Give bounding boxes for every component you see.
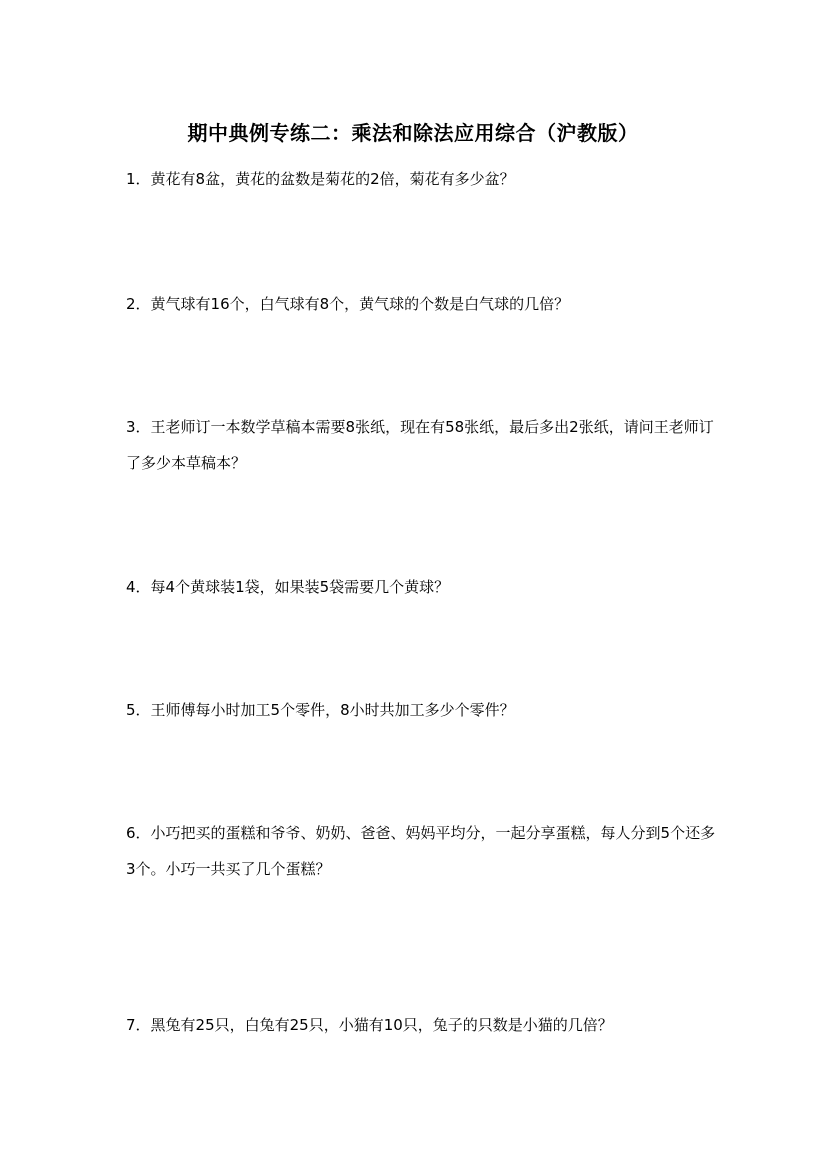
question-5: 5．王师傅每小时加工5个零件，8小时共加工多少个零件？ <box>126 701 515 719</box>
question-6: 6．小巧把买的蛋糕和爷爷、奶奶、爸爸、妈妈平均分，一起分享蛋糕，每人分到5个还多3个。小巧一共买了几个蛋糕？ <box>126 824 716 878</box>
question-7: 7．黑兔有25只，白兔有25只，小猫有10只，兔子的只数是小猫的几倍？ <box>126 1016 613 1034</box>
question-2: 2．黄气球有16个，白气球有8个，黄气球的个数是白气球的几倍？ <box>126 295 570 313</box>
question-1: 1．黄花有8盆，黄花的盆数是菊花的2倍，菊花有多少盆？ <box>126 170 515 188</box>
page-title: 期中典例专练二：乘法和除法应用综合（沪教版） <box>187 121 639 145</box>
question-4: 4．每4个黄球装1袋，如果装5袋需要几个黄球？ <box>126 578 450 596</box>
question-3: 3．王老师订一本数学草稿本需要8张纸，现在有58张纸，最后多出2张纸，请问王老师订了多少本草稿本？ <box>126 418 714 472</box>
